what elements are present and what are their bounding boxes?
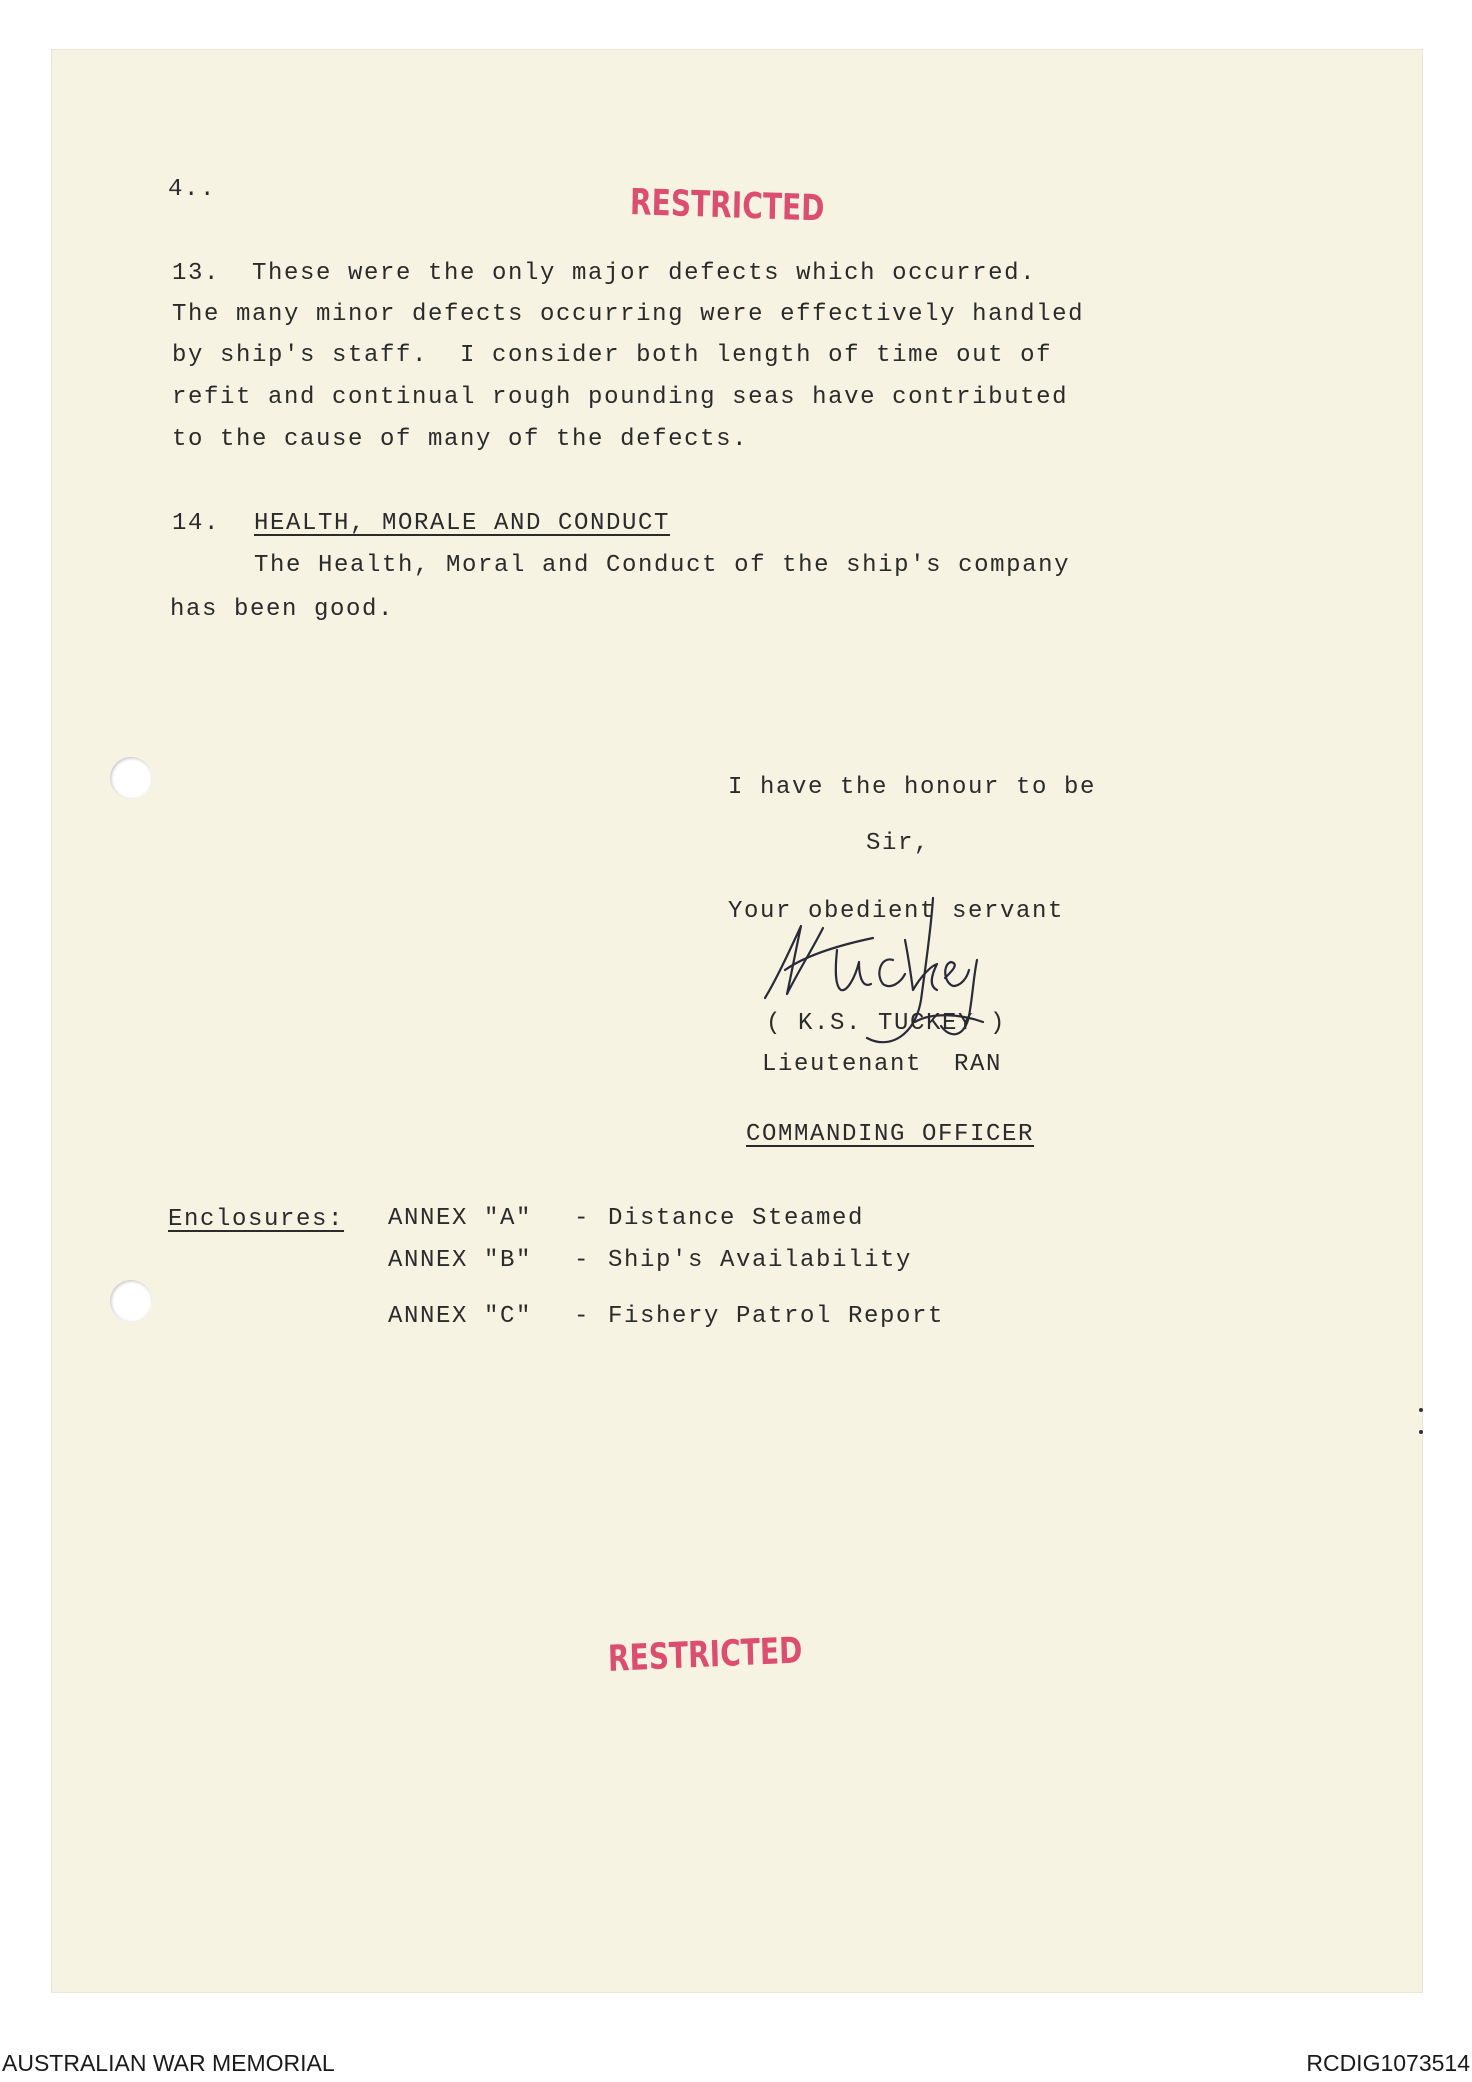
paragraph-14-line: has been good. [170, 596, 395, 623]
enclosure-desc: Fishery Patrol Report [608, 1303, 945, 1330]
enclosure-desc: Distance Steamed [608, 1205, 865, 1232]
page-number: 4.. [168, 176, 217, 203]
enclosure-dash: - [574, 1247, 591, 1274]
paragraph-13-line: refit and continual rough pounding seas have contributed [172, 384, 1069, 411]
footer-record-id: RCDIG1073514 [1306, 2050, 1470, 2076]
margin-mark [1419, 1430, 1423, 1434]
enclosure-annex: ANNEX "B" [388, 1247, 533, 1274]
closing-sir: Sir, [866, 830, 931, 857]
punch-hole-top [110, 757, 152, 799]
signatory-name: ( K.S. TUCKEY ) [766, 1010, 1007, 1037]
paragraph-13-line: The many minor defects occurring were effectively handled [172, 301, 1085, 328]
signatory-rank: Lieutenant RAN [762, 1051, 1003, 1078]
enclosure-dash: - [574, 1205, 591, 1232]
paragraph-13-line: 13. These were the only major defects which occurred. [172, 260, 1037, 287]
margin-mark [1419, 1408, 1423, 1412]
closing-servant: Your obedient servant [728, 898, 1065, 925]
paragraph-13-line: to the cause of many of the defects. [172, 426, 749, 453]
enclosure-annex: ANNEX "C" [388, 1303, 533, 1330]
restricted-stamp-top: RESTRICTED [629, 182, 825, 230]
enclosure-desc: Ship's Availability [608, 1247, 913, 1274]
signatory-title: COMMANDING OFFICER [746, 1121, 1035, 1148]
paragraph-13-line: by ship's staff. I consider both length of time out of [172, 342, 1053, 369]
closing-honour: I have the honour to be [728, 774, 1097, 801]
punch-hole-bottom [110, 1280, 152, 1322]
restricted-stamp-bottom: RESTRICTED [607, 1630, 803, 1680]
enclosure-dash: - [574, 1303, 591, 1330]
paragraph-14-line: The Health, Moral and Conduct of the ship's company [254, 552, 1071, 579]
paragraph-14-heading: HEALTH, MORALE AND CONDUCT [254, 510, 671, 537]
enclosures-label: Enclosures: [168, 1206, 345, 1233]
footer-source: AUSTRALIAN WAR MEMORIAL [2, 2050, 335, 2076]
enclosure-annex: ANNEX "A" [388, 1205, 533, 1232]
paragraph-14-number: 14. [172, 510, 221, 537]
